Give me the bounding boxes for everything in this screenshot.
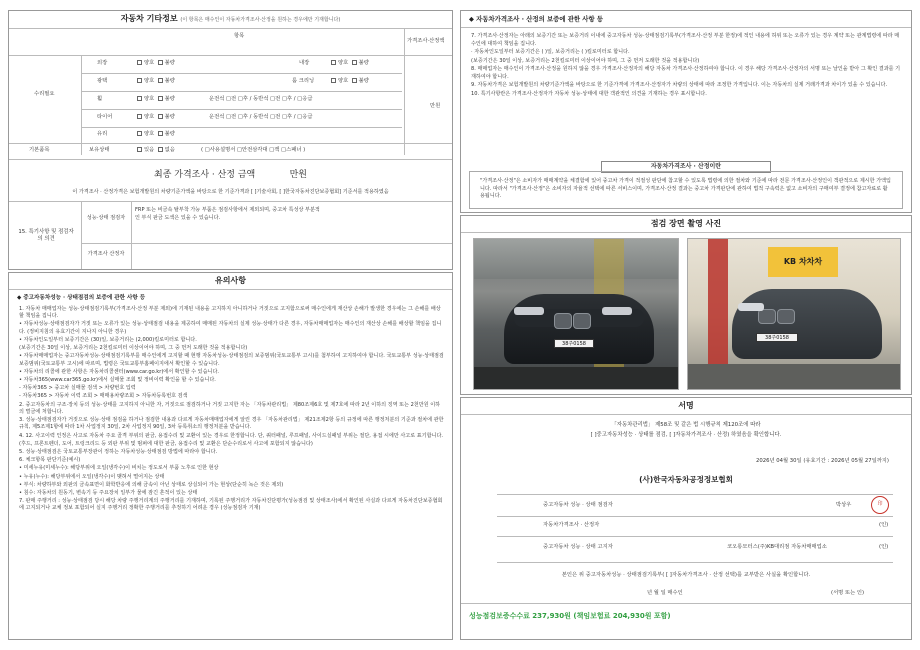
list-item: 10. 특기사항란은 가격조사·산정자가 자동차 성능·상태에 대한 객관적인 의견을 기재하는 경우 표시합니다. [471,90,707,97]
signature-date: 2026년 04월 30일 (유효기간 : 2026년 05월 27일까지) [755,458,889,464]
repair-extra-wheel: 운전석 □전 □후 / 동반석 □전 □후 / □응급 [209,96,313,102]
inspection-fee-line: 성능점검보증수수료 237,930원 (책임보험료 204,930원 포함) [469,612,671,620]
repair-opts-interior[interactable]: 양호 불량 [331,60,369,67]
receipt-sign-mark: (서명 또는 인) [831,590,865,596]
caution-title: 유의사항 [215,276,246,285]
repair-opts-wheel[interactable]: 양호 불량 [137,96,175,103]
association-name: (사)한국자동차공정정보협회 [639,475,733,484]
repair-label-room: 룸 크리닝 [292,78,315,84]
inspector-seal-icon: 印 [871,496,889,514]
list-item: 6. 체크항목 판단기준(예시) [19,457,81,464]
repair-opts-tire[interactable]: 양호 불량 [137,114,175,121]
list-item: • 자동차매매업자는 중고자동차성능·상태점검기록부를 매수인에게 고지할 때 현행 자동차성능·상태점검의 보증범위(국토교통부 고시)를 첨부하여 고지하여야 합니다. 국토교통부 성능·상태점검 보증범위(국토교통부 고시)에 따르며, 법령은 국토교통부홈페이지에서 확인할 수 있습니다. [19,353,444,367]
list-item: - 자동차365 > 자동차 이력 조회 > 매매용차량조회 > 자동차등록번호 검색 [19,393,188,400]
list-item: 8. 매매업자는 매수인이 가격조사·산정을 원하지 않을 경우 가격조사·산정자의 해당 자동차 가격조사·산정하여야 합니다. 이 경우 해당 가격조사·산정자의 서명 또는 날인을 받아 그 확인 결과를 기재하여야 합니다. [471,66,901,80]
sign-row3-label: 중고자동차 성능 · 상태 고지자 [543,544,613,550]
guarantee-section [460,10,912,213]
repair-label-tire: 타이어 [97,114,113,120]
final-price-line: 최종 가격조사 · 산정 금액 만원 [154,170,307,180]
list-item: 4. 12. 사고이력 인정은 사고로 자동차 주요 골격 부위의 판금, 용접수리 및 교환이 있는 경우로 한정합니다. 단, 쿼터패널, 루프패널, 사이드실패널 부위는 절단, 용접 시에만 사고로 표기합니다. [19,432,443,439]
signature-title: 서명 [678,401,694,410]
repair-unit-won: 만원 [430,103,441,109]
col-item-header: 항목 [234,33,245,39]
list-item: (보증기간은 30일 이상, 보증거리는 2천킬로미터 이상이어야 하며, 그 중 먼저 도래한 것을 적용합니다) [19,345,248,352]
sign-row3-mark: (인) [879,544,889,550]
group-repair-label: 수리필요 [34,91,55,97]
repair-label-polish: 광택 [97,78,108,84]
sign-row1-name: 박상우 [836,502,852,508]
signature-line1: 「자동차관리법」 제58조 및 같은 법 시행규칙 제120조에 따라 [611,422,761,428]
list-item: - 자동차365 > 중고차 실매물 검색 > 차량번호 입력 [19,385,136,392]
list-item: 9. 자동차가격은 보험개발원의 차량기준가액을 바탕으로 한 기준가격에 가격조사·산정자가 차량의 상태에 따라 조정한 가격입니다. 이는 자동차의 실제 거래가격과 차이가 있을 수 있습니다. [471,82,888,89]
basic-opts[interactable]: 있음 없음 [137,147,175,154]
caution-list [19,306,444,514]
signature-line2: [ ]중고자동차성능 · 상태를 점검, [ ]자동차가격조사 · 산정) 하였음을 확인합니다. [590,432,782,438]
repair-label-interior: 내장 [299,60,310,66]
definition-title: 자동차가격조사 · 산정이란 [601,161,771,173]
list-item: • 침수: 자동차의 원동기, 변속기 등 주요장치 일부가 물에 잠긴 흔적이 있는 상태 [19,490,198,497]
repair-opts-glass[interactable]: 양호 불량 [137,131,175,138]
sign-row2-mark: (인) [879,522,889,528]
receipt-line: 본인은 위 중고자동차성능 · 상태점검기록부( [ ]자동차가격조사 · 산정 선택)를 교부받은 사실을 확인합니다. [561,572,811,578]
list-item: • 자동차인도일부터 보증기간은 (30)일, 보증거리는 (2,000)킬로미터로 합니다. [19,336,197,343]
group-basic-label: 기본품목 [29,147,50,153]
list-item: 3. 성능·상태점검자가 거짓으로 성능·상태 점검을 하거나 점검한 내용과 다르게 자동차매매업자에게 알린 경우 「자동차관리법」 제21조제2항 등의 규정에 따른 행정처분의 기준과 절차에 관한 규칙, 제5조제1항에 따라 1차 사업정지 30일, 2차 사업정지 90일, 3차 등록취소의 행정처분을 받습니다. [19,417,444,431]
inspection-photo-1 [473,238,679,390]
repair-label-wheel: 휠 [97,96,103,102]
final-price-note: 이 가격조사 · 산정가격은 보험개발원의 차량기준가액을 바탕으로 한 기준가격과 [ ]기술사회, [ ]한국자동차진단보증협회] 기준서를 적용하였음 [72,189,389,195]
basic-label: 보유상태 [89,147,110,153]
inspection-photo-2 [687,238,901,390]
sign-row1-label: 중고자동차 성능 · 상태 점검자 [543,502,613,508]
list-item: • 자동차성능·상태점검자가 거짓 또는 오류가 있는 성능·상태점검 내용을 제공하여 매매된 자동차의 실제 성능·상태가 다른 경우, 자동차매매업자는 매수인의 재산상 손해를 배상할 책임을 집니다. (정비지침의 유효기간이 지나지 아니한 경우) [19,321,442,335]
list-item: (후드, 프론트펜더, 도어, 트렁크리드 등 외판 부위 및 범퍼에 대한 판금, 용접수리 및 교환은 단순수리로서 사고에 포함되지 않습니다) [19,440,313,447]
list-item: · 자동차인도일부터 보증기간은 ( )일, 보증거리는 ( )킬로미터로 합니다. [471,49,630,56]
sign-row2-label: 자동차가격조사 · 산정자 [543,522,600,528]
list-item: 5. 성능·상태점검은 국토교통부장관이 정하는 자동차성능·상태점검 방법에 따라야 합니다. [19,448,218,455]
photo1-plate: 38주0158 [554,339,594,348]
repair-label-exterior: 외장 [97,60,108,66]
list-item: • 누유(누수): 해당부위에서 오일(냉각수)이 맺혀서 떨어지는 상태 [19,473,165,480]
special-inspector-text: FRP 또는 비금속 탈부착 가능 부품은 점검사항에서 제외되며, 중고차 특성상 부분적인 부식 판금 도색은 있을 수 있습니다. [135,207,320,221]
repair-opts-room[interactable]: 양호 불량 [331,78,369,85]
guarantee-heading: ◆ 자동차가격조사 · 산정의 보증에 관한 사항 등 [469,15,604,23]
photo-section [460,215,912,395]
repair-opts-polish[interactable]: 양호 불량 [137,78,175,85]
list-item: 2. 중고자동차의 구조·장치 등의 성능·상태를 고지하지 아니한 자, 거짓으로 점검하거나 거짓 고지한 자는 「자동차관리법」 제80조제6호 및 제7호에 따라 2년 이하의 징역 또는 2천만원 이하의 벌금에 처합니다. [19,401,441,415]
repair-label-glass: 유리 [97,131,108,137]
list-item: (보증기간은 30일 이상, 보증거리는 2천킬로미터 이상이어야 하며, 그 중 먼저 도래한 것을 적용합니다) [471,57,700,64]
etc-title-text: 자동차 기타정보 [120,14,178,23]
guarantee-list [471,33,903,99]
special-inspector-label: 성능·상태 점검자 [86,215,126,221]
receipt-date: 년 월 일 매수인 [647,590,683,596]
photo2-kb-sign: KB 차차차 [768,247,838,277]
basic-extra: ( □사용설명서 □안전삼각대 □잭 □스패너 ) [201,147,306,153]
list-item: • 자동차의 리콜에 관한 사항은 자동차리콜센터(www.car.go.kr)에서 확인할 수 있습니다. [19,368,219,375]
list-item: 1. 자동차 매매업자는 성능·상태점검기록부(가격조사·산정 부분 제외)에 기재된 내용을 고지하지 아니하거나 거짓으로 고지함으로써 매수인에게 재산상 손해가 발생한 경우에는 그 손해를 배상할 책임을 집니다. [19,306,441,320]
etc-info-section [8,10,453,270]
repair-extra-tire: 운전석 □전 □후 / 동반석 □전 □후 / □응급 [209,114,313,120]
photo2-plate: 38주0158 [756,333,798,342]
list-item: • 부식: 차량하부와 외판의 금속표면이 화학반응에 의해 금속이 아닌 상태로 상실되어 가는 현상(단순히 녹슨 것은 제외) [19,481,284,488]
list-item: 7. 가격조사·산정자는 아래의 보증기간 또는 보증거리 이내에 중고자동차 성능·상태점검기록부(가격조사·산정 부분 한정)에 적인 내용에 허위 또는 오류가 있는 경우 계약 또는 관계법령에 따라 매수인에 대하여 책임을 집니다. [471,33,900,47]
list-item: 7. 판매 주행거리 : 성능·상태점검 당시 해당 차량 주행거리계의 주행거리를 기재하며, 기록된 주행거리가 자동차진단평가(성능점검 및 상태조사)에서 확인된 사실과 다르게 자동차진단보증협회에 고지되거나 교체 정보 포함되어 실지 주행거리 정확한 주행거리를 추정하기 어려운 경우 (성능점검자 기재) [19,498,443,512]
definition-text: "가격조사·산정"은 소비자가 매매계약을 체결함에 있어 중고차 가격이 적절성 판단에 참고할 수 있도록 법령에 의한 절차와 기준에 따라 전문 가격조사·산정인이 객관적으로 제시한 가액입니다. 따라서 "가격조사·산정"은 소비자의 자율적 선택에 따른 서비스이며, 가격조사·산정 결과는 중고차 가격판단에 관하여 법적 구속력은 없고 소비자의 구매여부 결정에 참고자료로 활용됩니다. [469,171,903,209]
etc-info-title [9,14,452,25]
special-notes-label: 15. 특기사항 및 점검자의 의견 [18,229,74,243]
etc-subtitle-text: (이 항목은 매수인이 자동차가격조사·산정을 원하는 경우에만 기재합니다) [180,17,341,23]
caution-heading: ◆ 중고자동차성능 · 상태점검의 보증에 관한 사항 등 [17,295,146,301]
list-item: • 미세누유(미세누수): 해당부위에 오일(냉각수)이 비치는 정도로서 부품 노후로 인한 현상 [19,465,219,472]
special-assessor-label: 가격조사 산정자 [87,251,125,257]
repair-opts-exterior[interactable]: 양호 불량 [137,60,175,67]
signature-section [460,397,912,640]
sign-row3-name: 코오롱모터스(주)KB대리점 자동차매매업소 [727,544,827,550]
photo-title: 점검 장면 촬영 사진 [650,219,722,228]
caution-section [8,272,453,640]
list-item: • 자동차365(www.car365.go.kr)에서 실매물 조회 및 정비이력 확인을 할 수 있습니다. [19,376,216,383]
col-price-header: 가격조사·산정액 [407,38,445,44]
